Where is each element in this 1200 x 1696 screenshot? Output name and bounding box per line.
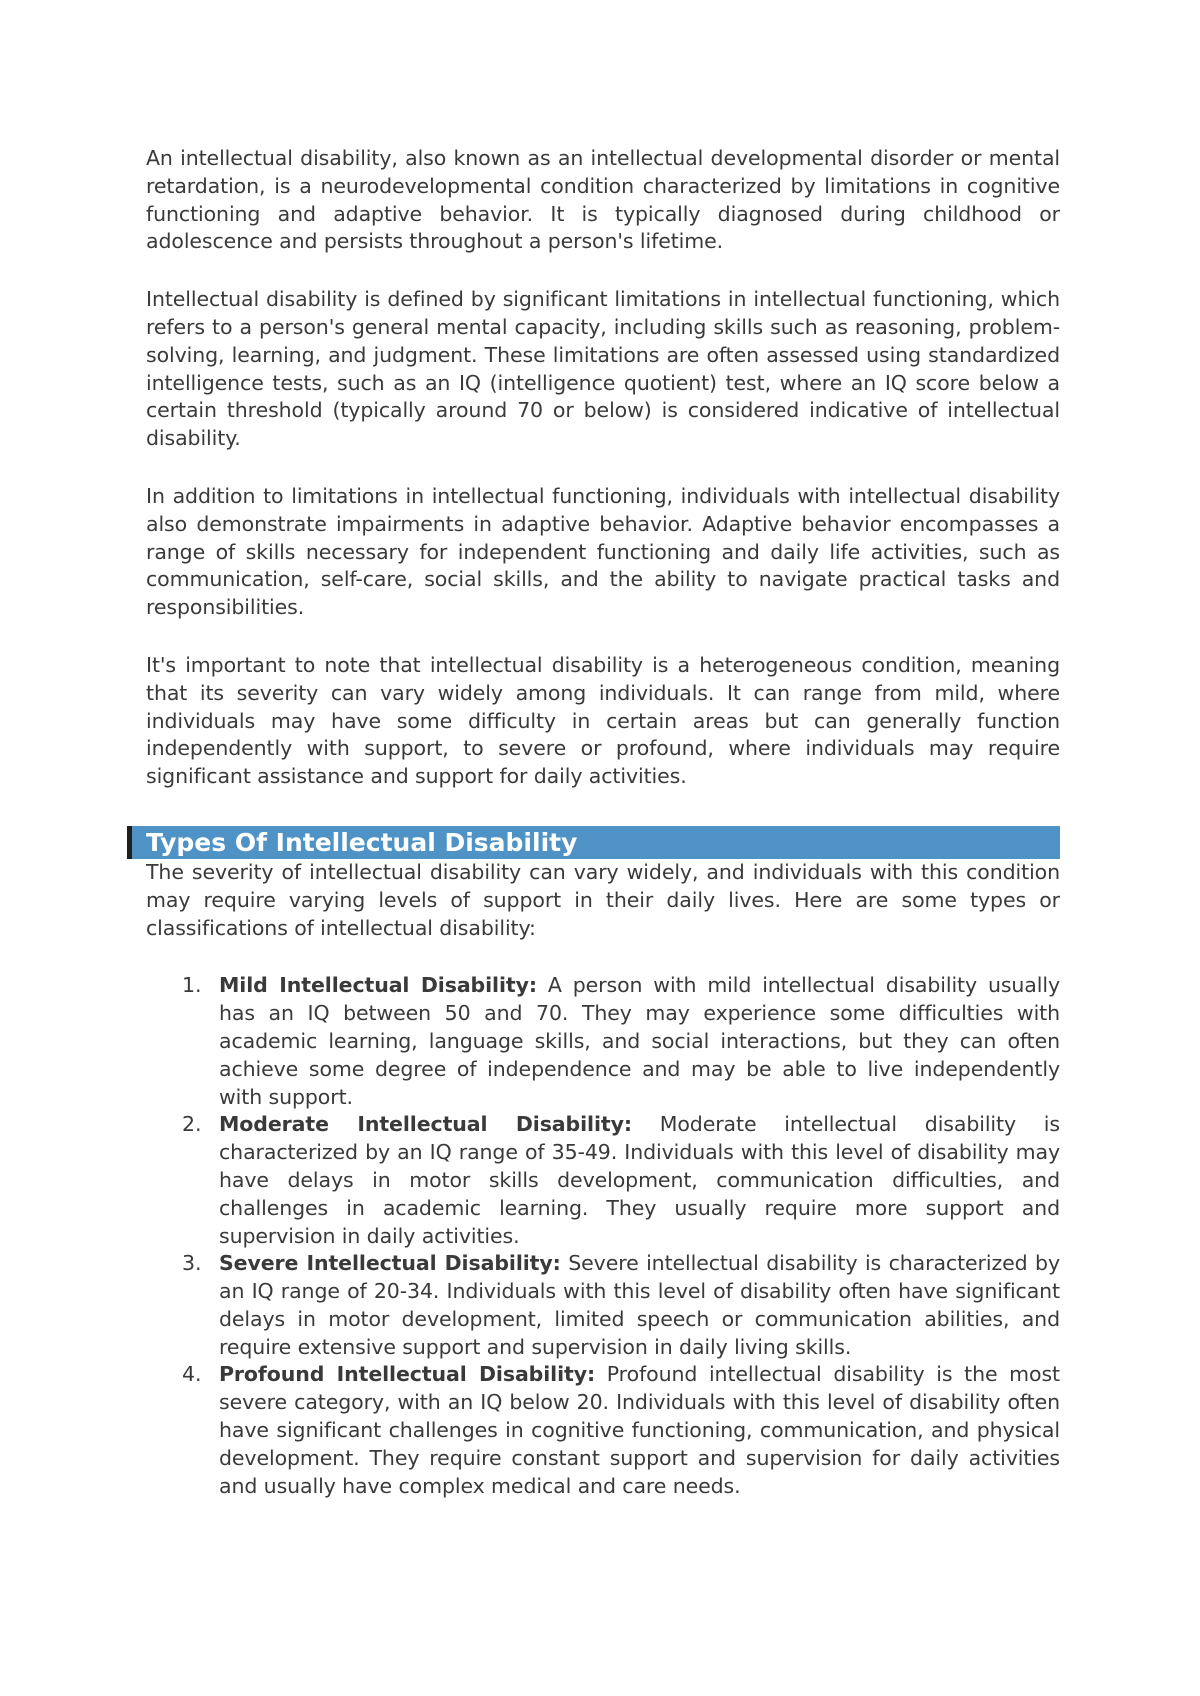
list-number: 1. (182, 973, 202, 998)
list-item-term: Moderate Intellectual Disability: (219, 1112, 632, 1137)
list-item-profound (146, 1361, 1060, 1500)
section-intro: The severity of intellectual disability can vary widely, and individuals with this condition may require varying levels of support in their daily lives. Here are some types or classifications of intellectual disability: (146, 859, 1060, 940)
list-item-term: Profound Intellectual Disability: (219, 1362, 596, 1387)
list-item-severe (146, 1250, 1060, 1361)
list-item-text: Severe intellectual disability is characterized by an IQ range of 20-34. Individuals with this level of disability often have significant delays in motor development, limited speech or communication abilities, and require extensive support and supervision in daily living skills. (219, 1251, 1060, 1359)
types-list (146, 972, 1060, 1500)
paragraph-intellectual-functioning: Intellectual disability is defined by significant limitations in intellectual functioning, which refers to a person's general mental capacity, including skills such as reasoning, problem-solving, learning, and judgment. These limitations are often assessed using standardized intelligence tests, such as an IQ (intelligence quotient) test, where an IQ score below a certain threshold (typically around 70 or below) is considered indicative of intellectual disability. (146, 287, 1060, 451)
section-heading: Types Of Intellectual Disability (146, 827, 578, 857)
list-number: 2. (182, 1112, 202, 1137)
list-item-mild (146, 972, 1060, 1111)
list-item-term: Mild Intellectual Disability: (219, 973, 537, 998)
document-page (146, 145, 1060, 1500)
list-item-text: Profound intellectual disability is the most severe category, with an IQ below 20. Individuals with this level of disability often have significant challenges in cognitive functioning, communication, and physical development. They require constant support and supervision for daily activities and usually have complex medical and care needs. (219, 1362, 1060, 1498)
paragraph-adaptive-behavior: In addition to limitations in intellectual functioning, individuals with intellectual disability also demonstrate impairments in adaptive behavior. Adaptive behavior encompasses a range of skills necessary for independent functioning and daily life activities, such as communication, self-care, social skills, and the ability to navigate practical tasks and responsibilities. (146, 483, 1060, 620)
list-item-term: Severe Intellectual Disability: (219, 1251, 561, 1276)
list-item-text: Moderate intellectual disability is characterized by an IQ range of 35-49. Individuals with this level of disability may have delays in motor skills development, communication difficulties, and challenges in academic learning. They usually require more support and supervision in daily activities. (219, 1112, 1060, 1248)
list-number: 4. (182, 1362, 202, 1387)
paragraph-definition: An intellectual disability, also known as an intellectual developmental disorder or mental retardation, is a neurodevelopmental condition characterized by limitations in cognitive functioning and adaptive behavior. It is typically diagnosed during childhood or adolescence and persists throughout a person's lifetime. (146, 146, 1060, 254)
list-item-text: A person with mild intellectual disability usually has an IQ between 50 and 70. They may experience some difficulties with academic learning, language skills, and social interactions, but they can often achieve some degree of independence and may be able to live independently with support. (219, 973, 1060, 1109)
paragraph-heterogeneous-condition: It's important to note that intellectual disability is a heterogeneous condition, meaning that its severity can vary widely among individuals. It can range from mild, where individuals may have some difficulty in certain areas but can generally function independently with support, to severe or profound, where individuals may require significant assistance and support for daily activities. (146, 652, 1060, 789)
list-item-moderate (146, 1111, 1060, 1250)
list-number: 3. (182, 1251, 202, 1276)
section-heading-bar (127, 826, 1060, 859)
